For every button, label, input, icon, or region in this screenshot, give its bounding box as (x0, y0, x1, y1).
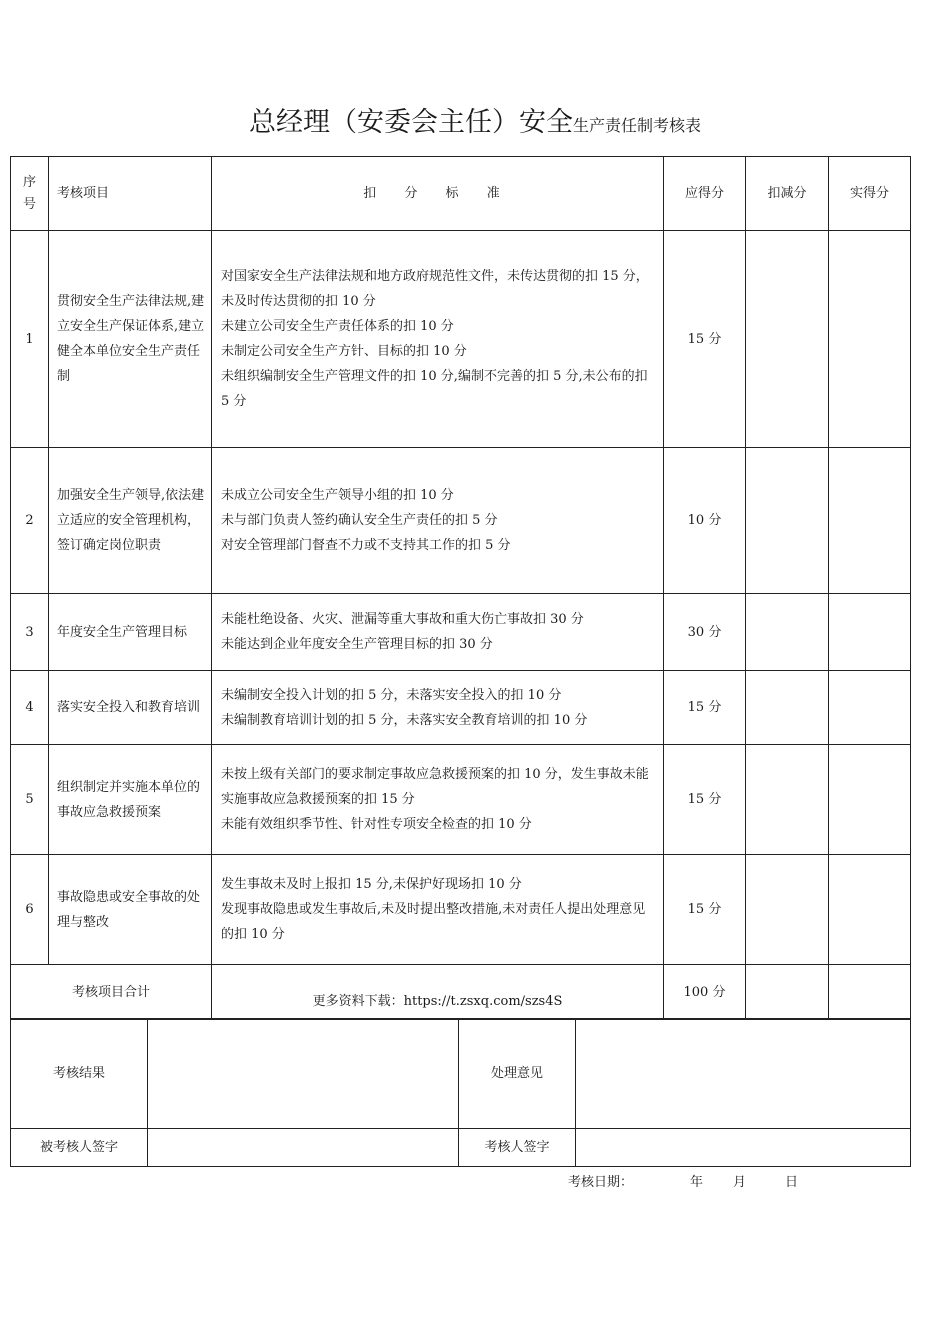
row-item: 年度安全生产管理目标 (49, 594, 212, 671)
assessment-table (10, 156, 911, 1020)
header-actual: 实得分 (829, 157, 911, 231)
result-field[interactable] (148, 1019, 459, 1129)
criteria-line: 未按上级有关部门的要求制定事故应急救援预案的扣 10 分，发生事故未能实施事故应急救援预案的扣 15 分 (221, 767, 649, 807)
opinion-label: 处理意见 (459, 1019, 576, 1129)
total-actual-cell[interactable] (829, 965, 911, 1020)
row-actual-cell[interactable] (829, 231, 911, 448)
row-criteria (212, 671, 664, 745)
row-score: 15 分 (664, 855, 746, 965)
assessed-sign-field[interactable] (148, 1129, 459, 1167)
table-row (11, 745, 911, 855)
criteria-line: 未制定公司安全生产方针、目标的扣 10 分 (221, 344, 467, 359)
row-no: 3 (11, 594, 49, 671)
criteria-line: 未能达到企业年度安全生产管理目标的扣 30 分 (221, 637, 493, 652)
row-criteria (212, 594, 664, 671)
document-title (0, 100, 950, 139)
row-criteria (212, 855, 664, 965)
criteria-line: 未能杜绝设备、火灾、泄漏等重大事故和重大伤亡事故扣 30 分 (221, 612, 584, 627)
row-score: 15 分 (664, 231, 746, 448)
criteria-line: 未与部门负责人签约确认安全生产责任的扣 5 分 (221, 513, 498, 528)
total-label: 考核项目合计 (11, 965, 212, 1020)
assessed-sign-label: 被考核人签字 (11, 1129, 148, 1167)
criteria-line: 未建立公司安全生产责任体系的扣 10 分 (221, 319, 454, 334)
result-table (10, 1018, 911, 1167)
row-score: 15 分 (664, 671, 746, 745)
assessor-sign-field[interactable] (576, 1129, 911, 1167)
header-seq (11, 157, 49, 231)
header-deduct: 扣减分 (746, 157, 829, 231)
criteria-line: 未编制教育培训计划的扣 5 分，未落实安全教育培训的扣 10 分 (221, 712, 588, 728)
header-criteria: 扣 分 标 准 (212, 157, 664, 231)
row-item: 事故隐患或安全事故的处理与整改 (49, 855, 212, 965)
date-month: 月 (733, 1175, 747, 1190)
row-deduct-cell[interactable] (746, 594, 829, 671)
table-row (11, 231, 911, 448)
assessment-date (568, 1171, 798, 1190)
criteria-line: 发生事故未及时上报扣 15 分,未保护好现场扣 10 分 (221, 877, 522, 892)
total-row (11, 965, 911, 1020)
row-score: 15 分 (664, 745, 746, 855)
table-row (11, 594, 911, 671)
date-year: 年 (690, 1175, 704, 1190)
signature-row (11, 1129, 911, 1167)
date-label: 考核日期： (568, 1175, 634, 1190)
row-actual-cell[interactable] (829, 448, 911, 594)
row-no: 2 (11, 448, 49, 594)
row-criteria (212, 231, 664, 448)
assessor-sign-label: 考核人签字 (459, 1129, 576, 1167)
row-deduct-cell[interactable] (746, 855, 829, 965)
criteria-line: 发现事故隐患或发生事故后,未及时提出整改措施,未对责任人提出处理意见的扣 10 分 (221, 902, 646, 942)
row-no: 1 (11, 231, 49, 448)
row-criteria (212, 745, 664, 855)
row-no: 6 (11, 855, 49, 965)
opinion-field[interactable] (576, 1019, 911, 1129)
header-item: 考核项目 (49, 157, 212, 231)
table-row (11, 855, 911, 965)
row-no: 4 (11, 671, 49, 745)
criteria-line: 对安全管理部门督查不力或不支持其工作的扣 5 分 (221, 538, 511, 553)
row-score: 10 分 (664, 448, 746, 594)
row-score: 30 分 (664, 594, 746, 671)
criteria-line: 未成立公司安全生产领导小组的扣 10 分 (221, 488, 454, 503)
title-bold: 总经理（安委会主任）安全 (248, 107, 573, 138)
row-actual-cell[interactable] (829, 671, 911, 745)
row-item: 加强安全生产领导,依法建立适应的安全管理机构，签订确定岗位职责 (49, 448, 212, 594)
row-no: 5 (11, 745, 49, 855)
criteria-line: 未组织编制安全生产管理文件的扣 10 分,编制不完善的扣 5 分,未公布的扣 5 分 (221, 369, 648, 409)
row-item: 贯彻安全生产法律法规,建立安全生产保证体系,建立健全本单位安全生产责任制 (49, 231, 212, 448)
criteria-line: 未能有效组织季节性、针对性专项安全检查的扣 10 分 (221, 817, 532, 832)
criteria-line: 未编制安全投入计划的扣 5 分，未落实安全投入的扣 10 分 (221, 687, 562, 703)
row-actual-cell[interactable] (829, 745, 911, 855)
result-label: 考核结果 (11, 1019, 148, 1129)
row-deduct-cell[interactable] (746, 231, 829, 448)
criteria-line: 对国家安全生产法律法规和地方政府规范性文件，未传达贯彻的扣 15 分，未及时传达贯彻的扣 10 分 (221, 269, 649, 309)
header-due: 应得分 (664, 157, 746, 231)
download-note: 更多资料下载：https://t.zsxq.com/szs4S (312, 993, 563, 1009)
row-deduct-cell[interactable] (746, 745, 829, 855)
row-item: 组织制定并实施本单位的事故应急救援预案 (49, 745, 212, 855)
total-score: 100 分 (664, 965, 746, 1020)
row-actual-cell[interactable] (829, 594, 911, 671)
header-seq-2: 号 (22, 196, 36, 212)
row-item: 落实安全投入和教育培训 (49, 671, 212, 745)
row-deduct-cell[interactable] (746, 448, 829, 594)
title-rest: 生产责任制考核表 (572, 116, 701, 135)
table-row (11, 448, 911, 594)
total-note-cell (212, 965, 664, 1020)
row-deduct-cell[interactable] (746, 671, 829, 745)
header-seq-1: 序 (22, 174, 36, 190)
table-header-row (11, 157, 911, 231)
date-day: 日 (785, 1175, 799, 1190)
table-row (11, 671, 911, 745)
row-criteria (212, 448, 664, 594)
total-deduct-cell[interactable] (746, 965, 829, 1020)
result-row (11, 1019, 911, 1129)
row-actual-cell[interactable] (829, 855, 911, 965)
